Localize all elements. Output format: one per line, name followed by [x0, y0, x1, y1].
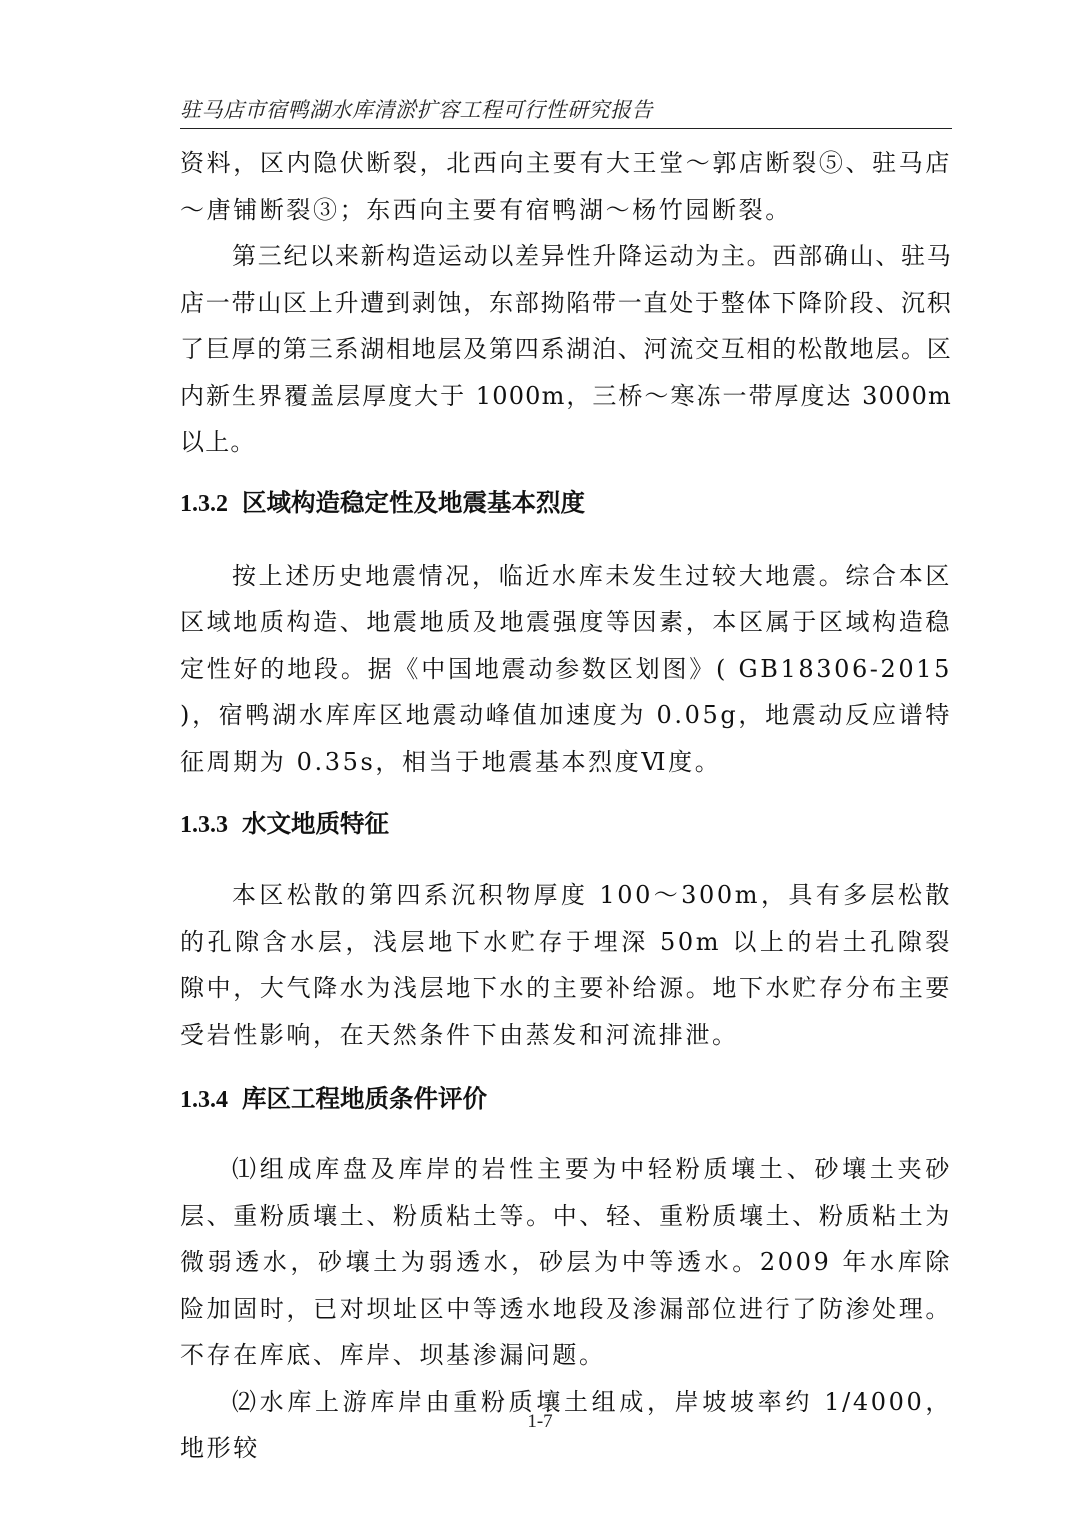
header-title: 驻马店市宿鸭湖水库清淤扩容工程可行性研究报告 [180, 98, 653, 122]
page-number: 1-7 [527, 1411, 553, 1432]
section-title: 水文地质特征 [242, 809, 389, 838]
section-heading-1-3-2 [180, 485, 952, 522]
paragraph-fault-data: 资料，区内隐伏断裂，北西向主要有大王堂～郭店断裂⑤、驻马店～唐铺断裂③；东西向主要有宿鸭湖～杨竹园断裂。 [180, 149, 952, 224]
section-number: 1.3.4 [180, 1087, 228, 1113]
section-number: 1.3.3 [180, 812, 228, 838]
paragraph-reservoir-lithology: ⑴组成库盘及库岸的岩性主要为中轻粉质壤土、砂壤土夹砂层、重粉质壤土、粉质粘土等。中、轻、重粉质壤土、粉质粘土为微弱透水，砂壤土为弱透水，砂层为中等透水。2009 年水库除险加固时，已对坝址区中等透水地段及渗漏部位进行了防渗处理。不存在库底、库岸、坝基渗漏问题。 [180, 1155, 952, 1369]
page-header [180, 92, 952, 129]
document-body [180, 140, 952, 1472]
paragraph-seismic-intensity: 按上述历史地震情况，临近水库未发生过较大地震。综合本区区域地质构造、地震地质及地震强度等因素，本区属于区域构造稳定性好的地段。据《中国地震动参数区划图》( GB18306-2015 )，宿鸭湖水库库区地震动峰值加速度为 0.05g，地震动反应谱特征周期为 0.35s，相当于地震基本烈度Ⅵ度。 [180, 561, 952, 776]
section-title: 区域构造稳定性及地震基本烈度 [242, 487, 585, 517]
section-title: 库区工程地质条件评价 [242, 1084, 487, 1113]
section-number: 1.3.2 [180, 490, 228, 517]
section-heading-1-3-3 [180, 806, 952, 843]
paragraph-upstream-bank: ⑵水库上游库岸由重粉质壤土组成，岸坡坡率约 1/4000，地形较 [180, 1387, 952, 1462]
paragraph-hydrogeology: 本区松散的第四系沉积物厚度 100～300m，具有多层松散的孔隙含水层，浅层地下水贮存于埋深 50m 以上的岩土孔隙裂隙中，大气降水为浅层地下水的主要补给源。地下水贮存分布主要受岩性影响，在天然条件下由蒸发和河流排泄。 [180, 881, 952, 1049]
section-heading-1-3-4 [180, 1081, 952, 1118]
paragraph-neotectonics: 第三纪以来新构造运动以差异性升降运动为主。西部确山、驻马店一带山区上升遭到剥蚀，东部拗陷带一直处于整体下降阶段、沉积了巨厚的第三系湖相地层及第四系湖泊、河流交互相的松散地层。区内新生界覆盖层厚度大于 1000m，三桥～寒冻一带厚度达 3000m 以上。 [180, 242, 952, 456]
